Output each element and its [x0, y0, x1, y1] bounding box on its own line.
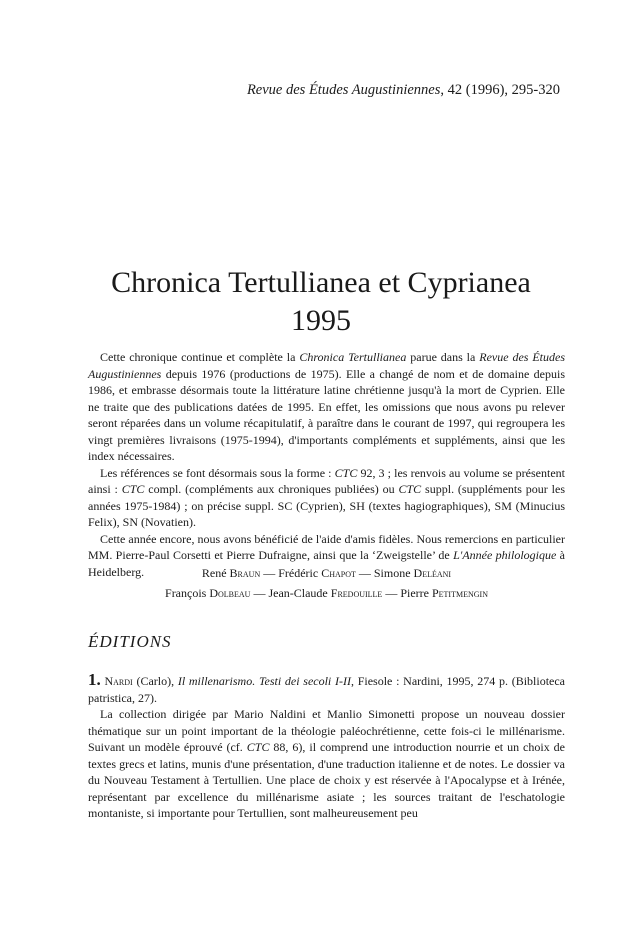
- section-heading-editions: ÉDITIONS: [88, 632, 172, 651]
- entry-author: Nardi: [104, 674, 133, 688]
- entry-number: 1.: [88, 670, 101, 689]
- journal-reference: [200, 82, 560, 99]
- journal-volume-pages: , 42 (1996), 295-320: [440, 82, 560, 98]
- entry-review-text: La collection dirigée par Mario Naldini et Manlio Simonetti propose un nouveau dossier thématique sur un point important de la théologie paléochrétienne, cette fois-ci le millénarisme. Suivant un modèle éprouvé (cf. CTC 88, 6), il comprend une introduction nourrie et un choix de textes grecs et latins, munis d'une présentation, d'une traduction italienne et de notes. Le dossier va du Nouveau Testament à Tertullien. Une place de choix y est réservée à l'Apocalypse et à Irénée, représentant par excellence du millénarisme asiate ; les sources traitant de l'eschatologie montaniste, si importante pour Tertullien, sont malheureusement peu: [88, 707, 565, 820]
- intro-paragraph-1: Cette chronique continue et complète la Chronica Tertullianea parue dans la Revue des Études Augustiniennes depuis 1976 (productions de 1975). Elle a changé de nom et de domaine depuis 1986, et embrasse désormais toute la littérature latine chrétienne jusqu'à la mort de Cyprien. Elle ne traite que des publications datées de 1995. En effet, les omissions que nous avons pu relever seront réparées dans un volume récapitulatif, à paraître dans le courant de 1997, qui regroupera les vingt premières livraisons (1975-1994), d'importants compléments et suppléments, ainsi que les index nécessaires.: [88, 350, 566, 463]
- introduction: [88, 349, 565, 580]
- article-title-year: 1995: [291, 304, 351, 337]
- entry-work-title: Il millenarismo. Testi dei secoli I-II: [177, 674, 351, 688]
- intro-paragraph-3: Cette année encore, nous avons bénéficié de l'aide d'amis fidèles. Nous remercions en particulier MM. Pierre-Paul Corsetti et Pierre Dufraigne, ainsi que la ‘Zweigstelle’ de L'Année philologique à Heidelberg.: [88, 531, 565, 579]
- article-title: [60, 264, 582, 340]
- bibliography-entry-1: [88, 672, 565, 822]
- entry-publication: , Fiesole : Nardini, 1995, 274 p. (Biblioteca patristica, 27).: [88, 674, 566, 705]
- article-title-line1: Chronica Tertullianea et Cyprianea: [111, 266, 531, 299]
- entry-citation: 1. Nardi (Carlo), Il millenarismo. Testi dei secoli I-II, Fiesole : Nardini, 1995, 274 p. (Biblioteca patristica, 27).: [88, 670, 566, 705]
- intro-paragraph-2: Les références se font désormais sous la forme : CTC 92, 3 ; les renvois au volume se présentent ainsi : CTC compl. (compléments aux chroniques publiées) ou CTC suppl. (suppléments pour les années 1975-1984) ; on précise suppl. SC (Cyprien), SH (textes hagiographiques), SM (Minucius Felix), SN (Novatien).: [88, 465, 565, 529]
- authors-line-2: François Dolbeau — Jean-Claude Fredouille — Pierre Petitmengin: [165, 586, 488, 600]
- journal-name: Revue des Études Augustiniennes: [246, 82, 441, 98]
- authors-line-1: René Braun — Frédéric Chapot — Simone Deléani: [201, 566, 452, 580]
